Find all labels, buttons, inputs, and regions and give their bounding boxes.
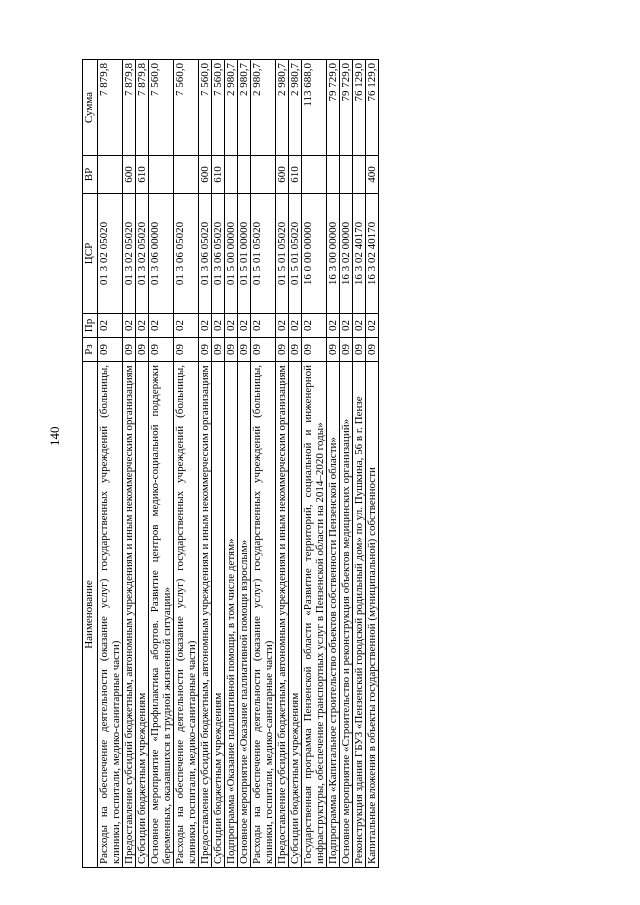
- cell-vr: [302, 156, 327, 194]
- cell-rz: 09: [327, 338, 340, 362]
- cell-csr: 01 3 02 05020: [98, 194, 123, 314]
- cell-sum: 79 729,0: [340, 60, 353, 156]
- cell-rz: 09: [340, 338, 353, 362]
- cell-csr: 01 3 06 05020: [174, 194, 199, 314]
- cell-vr: 600: [123, 156, 136, 194]
- cell-name: Расходы на обеспечение деятельности (оказание услуг) государственных учреждений (больницы, клиники, госпитали, медико-санитарные части): [174, 362, 199, 868]
- cell-rz: 09: [276, 338, 289, 362]
- cell-csr: 01 5 01 05020: [251, 194, 276, 314]
- cell-vr: [98, 156, 123, 194]
- cell-pr: 02: [199, 314, 212, 338]
- cell-name: Основное мероприятие «Профилактика абортов. Развитие центров медико-социальной поддержки беременных, оказавшихся в трудной жизненной ситуации»: [149, 362, 174, 868]
- cell-csr: 16 0 00 00000: [302, 194, 327, 314]
- cell-sum: 76 129,0: [366, 60, 379, 156]
- cell-csr: 16 3 02 40170: [366, 194, 379, 314]
- cell-rz: 09: [366, 338, 379, 362]
- cell-vr: 600: [199, 156, 212, 194]
- cell-vr: 610: [289, 156, 302, 194]
- header-name: Наименование: [83, 362, 98, 868]
- table-row: [225, 60, 238, 868]
- cell-csr: 01 3 02 05020: [123, 194, 136, 314]
- table-row: [251, 60, 276, 868]
- header-vr: ВР: [83, 156, 98, 194]
- cell-sum: 7 879,8: [136, 60, 149, 156]
- page-number: 140: [47, 426, 62, 446]
- table-body: [98, 60, 379, 868]
- cell-pr: 02: [302, 314, 327, 338]
- table-row: [327, 60, 340, 868]
- cell-pr: 02: [289, 314, 302, 338]
- cell-pr: 02: [353, 314, 366, 338]
- cell-pr: 02: [366, 314, 379, 338]
- cell-rz: 09: [174, 338, 199, 362]
- cell-sum: 2 980,7: [276, 60, 289, 156]
- cell-rz: 09: [123, 338, 136, 362]
- cell-vr: 600: [276, 156, 289, 194]
- cell-pr: 02: [98, 314, 123, 338]
- cell-name: Предоставление субсидий бюджетным, автономным учреждениям и иным некоммерческим организациям: [199, 362, 212, 868]
- cell-pr: 02: [174, 314, 199, 338]
- cell-rz: 09: [251, 338, 276, 362]
- cell-pr: 02: [136, 314, 149, 338]
- cell-sum: 2 980,7: [251, 60, 276, 156]
- table-row: [199, 60, 212, 868]
- cell-pr: 02: [251, 314, 276, 338]
- cell-name: Расходы на обеспечение деятельности (оказание услуг) государственных учреждений (больницы, клиники, госпитали, медико-санитарные части): [251, 362, 276, 868]
- cell-vr: 400: [366, 156, 379, 194]
- cell-name: Расходы на обеспечение деятельности (оказание услуг) государственных учреждений (больницы, клиники, госпитали, медико-санитарные части): [98, 362, 123, 868]
- cell-name: Основное мероприятие «Строительство и реконструкция объектов медицинских организаций»: [340, 362, 353, 868]
- cell-csr: 01 3 06 05020: [199, 194, 212, 314]
- cell-name: Предоставление субсидий бюджетным, автономным учреждениям и иным некоммерческим организациям: [276, 362, 289, 868]
- cell-csr: 01 3 06 05020: [212, 194, 225, 314]
- cell-sum: 7 560,0: [212, 60, 225, 156]
- cell-name: Основное мероприятие «Оказание паллиативной помощи взрослым»: [238, 362, 251, 868]
- cell-pr: 02: [340, 314, 353, 338]
- cell-rz: 09: [289, 338, 302, 362]
- cell-sum: 2 980,7: [289, 60, 302, 156]
- cell-sum: 7 879,8: [123, 60, 136, 156]
- cell-vr: [225, 156, 238, 194]
- table-row: [289, 60, 302, 868]
- table-row: [276, 60, 289, 868]
- cell-name: Капитальные вложения в объекты государственной (муниципальной) собственности: [366, 362, 379, 868]
- cell-rz: 09: [98, 338, 123, 362]
- cell-name: Реконструкция здания ГБУЗ «Пензенский городской родильный дом» по ул. Пушкина, 56 в г. Пензе: [353, 362, 366, 868]
- cell-name: Подпрограмма «Оказание паллиативной помощи, в том числе детям»: [225, 362, 238, 868]
- cell-pr: 02: [149, 314, 174, 338]
- cell-sum: 2 980,7: [238, 60, 251, 156]
- cell-rz: 09: [353, 338, 366, 362]
- cell-name: Субсидии бюджетным учреждениям: [136, 362, 149, 868]
- header-pr: Пр: [83, 314, 98, 338]
- cell-sum: 76 129,0: [353, 60, 366, 156]
- cell-vr: [238, 156, 251, 194]
- header-sum: Сумма: [83, 60, 98, 156]
- header-csr: ЦСР: [83, 194, 98, 314]
- table-row: [149, 60, 174, 868]
- cell-vr: [340, 156, 353, 194]
- cell-vr: [174, 156, 199, 194]
- table-row: [174, 60, 199, 868]
- cell-csr: 01 5 01 05020: [289, 194, 302, 314]
- table-row: [340, 60, 353, 868]
- table-row: [98, 60, 123, 868]
- header-rz: Рз: [83, 338, 98, 362]
- cell-rz: 09: [225, 338, 238, 362]
- cell-name: Предоставление субсидий бюджетным, автономным учреждениям и иным некоммерческим организациям: [123, 362, 136, 868]
- cell-vr: [251, 156, 276, 194]
- cell-vr: [327, 156, 340, 194]
- table-row: [238, 60, 251, 868]
- cell-sum: 7 560,0: [149, 60, 174, 156]
- cell-rz: 09: [149, 338, 174, 362]
- cell-vr: [353, 156, 366, 194]
- cell-csr: 01 5 00 00000: [225, 194, 238, 314]
- cell-vr: 610: [136, 156, 149, 194]
- cell-rz: 09: [238, 338, 251, 362]
- cell-rz: 09: [199, 338, 212, 362]
- table-row: [302, 60, 327, 868]
- cell-rz: 09: [136, 338, 149, 362]
- table-row: [366, 60, 379, 868]
- cell-pr: 02: [212, 314, 225, 338]
- cell-csr: 16 3 02 00000: [340, 194, 353, 314]
- cell-pr: 02: [123, 314, 136, 338]
- cell-pr: 02: [327, 314, 340, 338]
- cell-rz: 09: [212, 338, 225, 362]
- cell-name: Государственная программа Пензенской области «Развитие территорий, социальной и инженерной инфраструктуры, обеспечение транспортных услуг в Пензенской области на 2014–2020 годы»: [302, 362, 327, 868]
- cell-name: Субсидии бюджетным учреждениям: [212, 362, 225, 868]
- rotated-page-content: [82, 60, 538, 868]
- cell-csr: 16 3 02 40170: [353, 194, 366, 314]
- cell-csr: 01 3 02 05020: [136, 194, 149, 314]
- cell-name: Подпрограмма «Капитальное строительство объектов собственности Пензенской области»: [327, 362, 340, 868]
- cell-name: Субсидии бюджетным учреждениям: [289, 362, 302, 868]
- cell-sum: 113 688,0: [302, 60, 327, 156]
- cell-sum: 7 879,8: [98, 60, 123, 156]
- cell-csr: 01 5 01 05020: [276, 194, 289, 314]
- cell-sum: 7 560,0: [199, 60, 212, 156]
- cell-csr: 16 3 00 00000: [327, 194, 340, 314]
- table-header-row: [83, 60, 98, 868]
- cell-pr: 02: [225, 314, 238, 338]
- table-row: [353, 60, 366, 868]
- cell-csr: 01 3 06 00000: [149, 194, 174, 314]
- cell-vr: [149, 156, 174, 194]
- table-row: [212, 60, 225, 868]
- cell-sum: 7 560,0: [174, 60, 199, 156]
- cell-pr: 02: [238, 314, 251, 338]
- cell-sum: 79 729,0: [327, 60, 340, 156]
- table-row: [136, 60, 149, 868]
- cell-sum: 2 980,7: [225, 60, 238, 156]
- cell-pr: 02: [276, 314, 289, 338]
- table-row: [123, 60, 136, 868]
- cell-vr: 610: [212, 156, 225, 194]
- cell-rz: 09: [302, 338, 327, 362]
- budget-table: [82, 59, 379, 868]
- cell-csr: 01 5 01 00000: [238, 194, 251, 314]
